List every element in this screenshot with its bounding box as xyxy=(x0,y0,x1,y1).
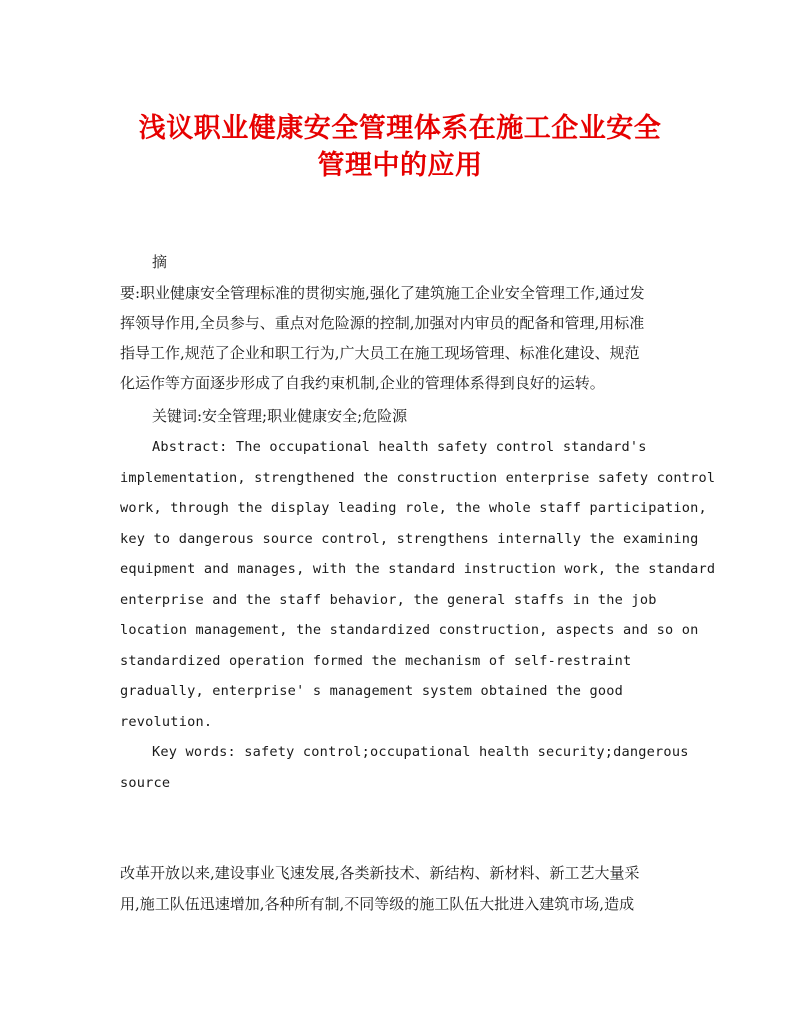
abstract-en-line: implementation, strengthened the construction enterprise safety control xyxy=(120,470,716,486)
abstract-en-line: work, through the display leading role, the whole staff participation, xyxy=(120,500,707,516)
abstract-en-line: equipment and manages, with the standard instruction work, the standard xyxy=(120,561,716,577)
document-title-line-1: 浅议职业健康安全管理体系在施工企业安全 xyxy=(138,113,662,144)
abstract-en-line: location management, the standardized construction, aspects and so on xyxy=(120,622,699,638)
keywords-en-line: Key words: safety control;occupational health security;dangerous xyxy=(152,744,689,760)
document-title-line-2: 管理中的应用 xyxy=(317,150,483,181)
abstract-label: 摘 xyxy=(152,253,168,271)
body-paragraph-line: 用,施工队伍迅速增加,各种所有制,不同等级的施工队伍大批进入建筑市场,造成 xyxy=(120,895,635,913)
abstract-cn-line: 要:职业健康安全管理标准的贯彻实施,强化了建筑施工企业安全管理工作,通过发 xyxy=(120,284,645,302)
abstract-en-line: key to dangerous source control, strengthens internally the examining xyxy=(120,531,699,547)
abstract-cn-line: 指导工作,规范了企业和职工行为,广大员工在施工现场管理、标准化建设、规范 xyxy=(120,344,640,362)
abstract-en-line: gradually, enterprise' s management system obtained the good xyxy=(120,683,624,699)
abstract-en-line: standardized operation formed the mechanism of self-restraint xyxy=(120,653,632,669)
abstract-cn-line: 化运作等方面逐步形成了自我约束机制,企业的管理体系得到良好的运转。 xyxy=(120,374,605,392)
body-paragraph-line: 改革开放以来,建设事业飞速发展,各类新技术、新结构、新材料、新工艺大量采 xyxy=(120,864,640,882)
abstract-en-line: Abstract: The occupational health safety control standard's xyxy=(152,439,647,455)
abstract-en-line: revolution. xyxy=(120,714,213,730)
keywords-cn: 关键词:安全管理;职业健康安全;危险源 xyxy=(152,407,408,425)
abstract-en-line: enterprise and the staff behavior, the general staffs in the job xyxy=(120,592,657,608)
keywords-en-line: source xyxy=(120,775,171,791)
abstract-cn-line: 挥领导作用,全员参与、重点对危险源的控制,加强对内审员的配备和管理,用标准 xyxy=(120,314,645,332)
